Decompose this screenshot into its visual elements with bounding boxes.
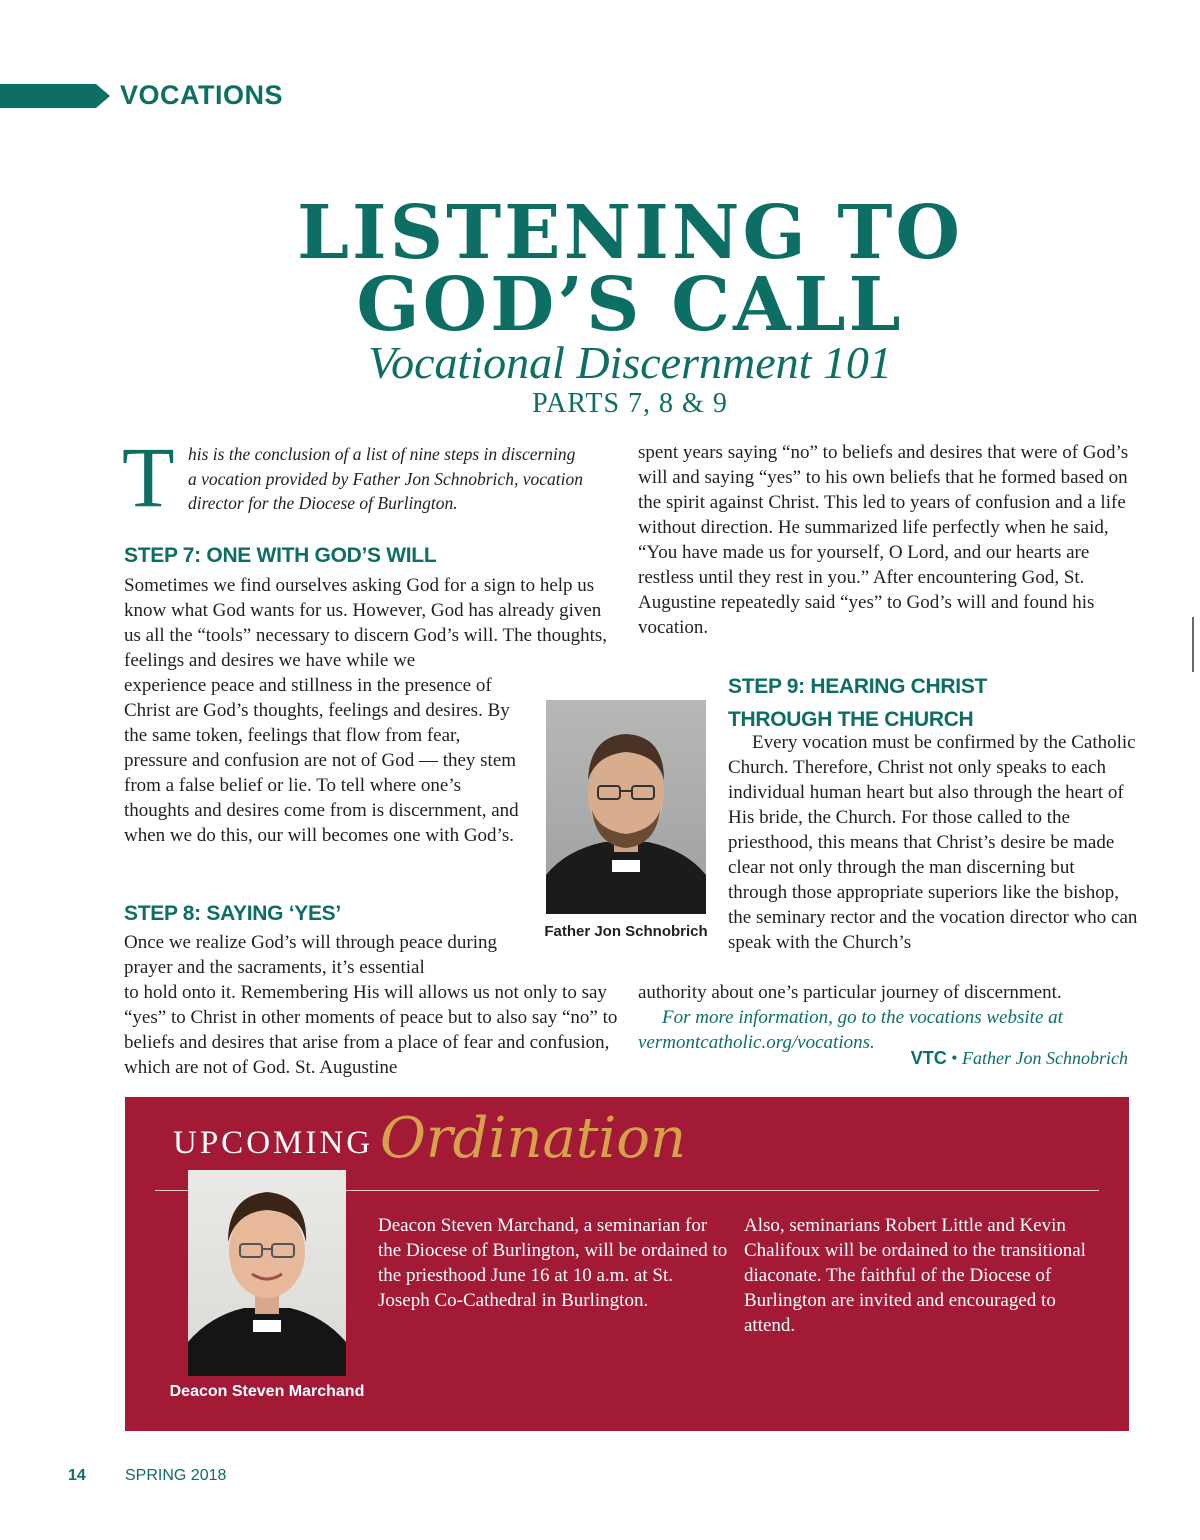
margin-rule <box>1192 617 1194 672</box>
ordination-label: UPCOMING <box>173 1125 374 1161</box>
deacon-photo <box>188 1170 346 1376</box>
credit-vtc: VTC <box>910 1048 947 1068</box>
step9-last-line: authority about one’s particular journey of discernment. <box>638 982 1062 1003</box>
intro-dropcap: T <box>122 429 175 525</box>
section-arrow-icon <box>96 84 110 108</box>
article-credit <box>911 1048 1128 1069</box>
section-bar <box>0 84 96 108</box>
article-title-line2: GOD’S CALL <box>356 262 904 348</box>
step7-heading: STEP 7: ONE WITH GOD’S WILL <box>124 544 437 567</box>
article-parts: PARTS 7, 8 & 9 <box>532 388 728 419</box>
father-jon-photo <box>546 700 706 914</box>
step9-heading-line2: THROUGH THE CHURCH <box>728 708 974 731</box>
column2-continuation: spent years saying “no” to beliefs and desires that were of God’s will and saying “yes” to his own beliefs that he formed based on the spirit against Christ. This led to years of confusion and a life without direction. He summarized life perfectly when he said, “You have made us for yourself, O Lord, and our hearts are restless until they rest in you.” After encountering God, St. Augustine repeatedly said “yes” to God’s will and found his vocation. <box>638 442 1129 638</box>
step9-body <box>728 730 1138 955</box>
more-info-text: For more information, go to the vocations website at vermontcatholic.org/vocations. <box>638 1007 1063 1053</box>
issue-label: SPRING 2018 <box>125 1467 227 1484</box>
deacon-caption: Deacon Steven Marchand <box>169 1383 365 1400</box>
page-number: 14 <box>68 1467 86 1484</box>
step7-paragraph-b: experience peace and stillness in the presence of Christ are God’s thoughts, feelings and desires. By the same token, feelings that flow from fear, pressure and confusion are not of God — they stem from a false belief or lie. To tell where one’s thoughts and desires come from is discernment, and when we do this, our will becomes one with God’s. <box>124 675 519 846</box>
article-title-line1: LISTENING TO <box>297 190 963 276</box>
article-subtitle: Vocational Discernment 101 <box>368 337 892 388</box>
step9-body-text: Every vocation must be confirmed by the Catholic Church. Therefore, Christ not only speaks to each individual human heart but also through the heart of His bride, the Church. For those called to the priesthood, this means that Christ’s desire be made clear not only through the man discerning but through those appropriate superiors like the bishop, the seminary rector and the vocation director who can speak with the Church’s <box>728 732 1138 953</box>
credit-author: Father Jon Schnobrich <box>962 1048 1128 1068</box>
ordination-column1: Deacon Steven Marchand, a seminarian for the Diocese of Burlington, will be ordained to the priesthood June 16 at 10 a.m. at St. Joseph Co-Cathedral in Burlington. <box>378 1215 728 1311</box>
step8-paragraph-b: to hold onto it. Remembering His will allows us not only to say “yes” to Christ in other moments of peace but to also say “no” to beliefs and desires that arise from a place of fear and confusion, which are not of God. St. Augustine <box>124 982 618 1078</box>
step8-paragraph-a: Once we realize God’s will through peace during prayer and the sacraments, it’s essential <box>124 932 498 978</box>
step9-heading <box>728 670 1028 736</box>
step8-heading: STEP 8: SAYING ‘YES’ <box>124 902 341 925</box>
ordination-script-title: Ordination <box>380 1106 687 1171</box>
step7-paragraph-a: Sometimes we find ourselves asking God for a sign to help us know what God wants for us. However, God has already given us all the “tools” necessary to discern God’s will. The thoughts, feelings and desires we have while we <box>124 575 608 671</box>
portrait-image <box>188 1170 346 1376</box>
ordination-column2: Also, seminarians Robert Little and Kevin Chalifoux will be ordained to the transitional diaconate. The faithful of the Diocese of Burlington are invited and encouraged to attend. <box>744 1215 1086 1336</box>
father-jon-caption: Father Jon Schnobrich <box>544 923 708 940</box>
credit-separator: • <box>946 1048 963 1068</box>
portrait-image <box>546 700 706 914</box>
section-label: VOCATIONS <box>120 80 284 110</box>
step9-heading-line1: STEP 9: HEARING CHRIST <box>728 675 988 698</box>
intro-text: his is the conclusion of a list of nine steps in discerning a vocation provided by Father Jon Schnobrich, vocation director for the Diocese of Burlington. <box>188 444 583 513</box>
